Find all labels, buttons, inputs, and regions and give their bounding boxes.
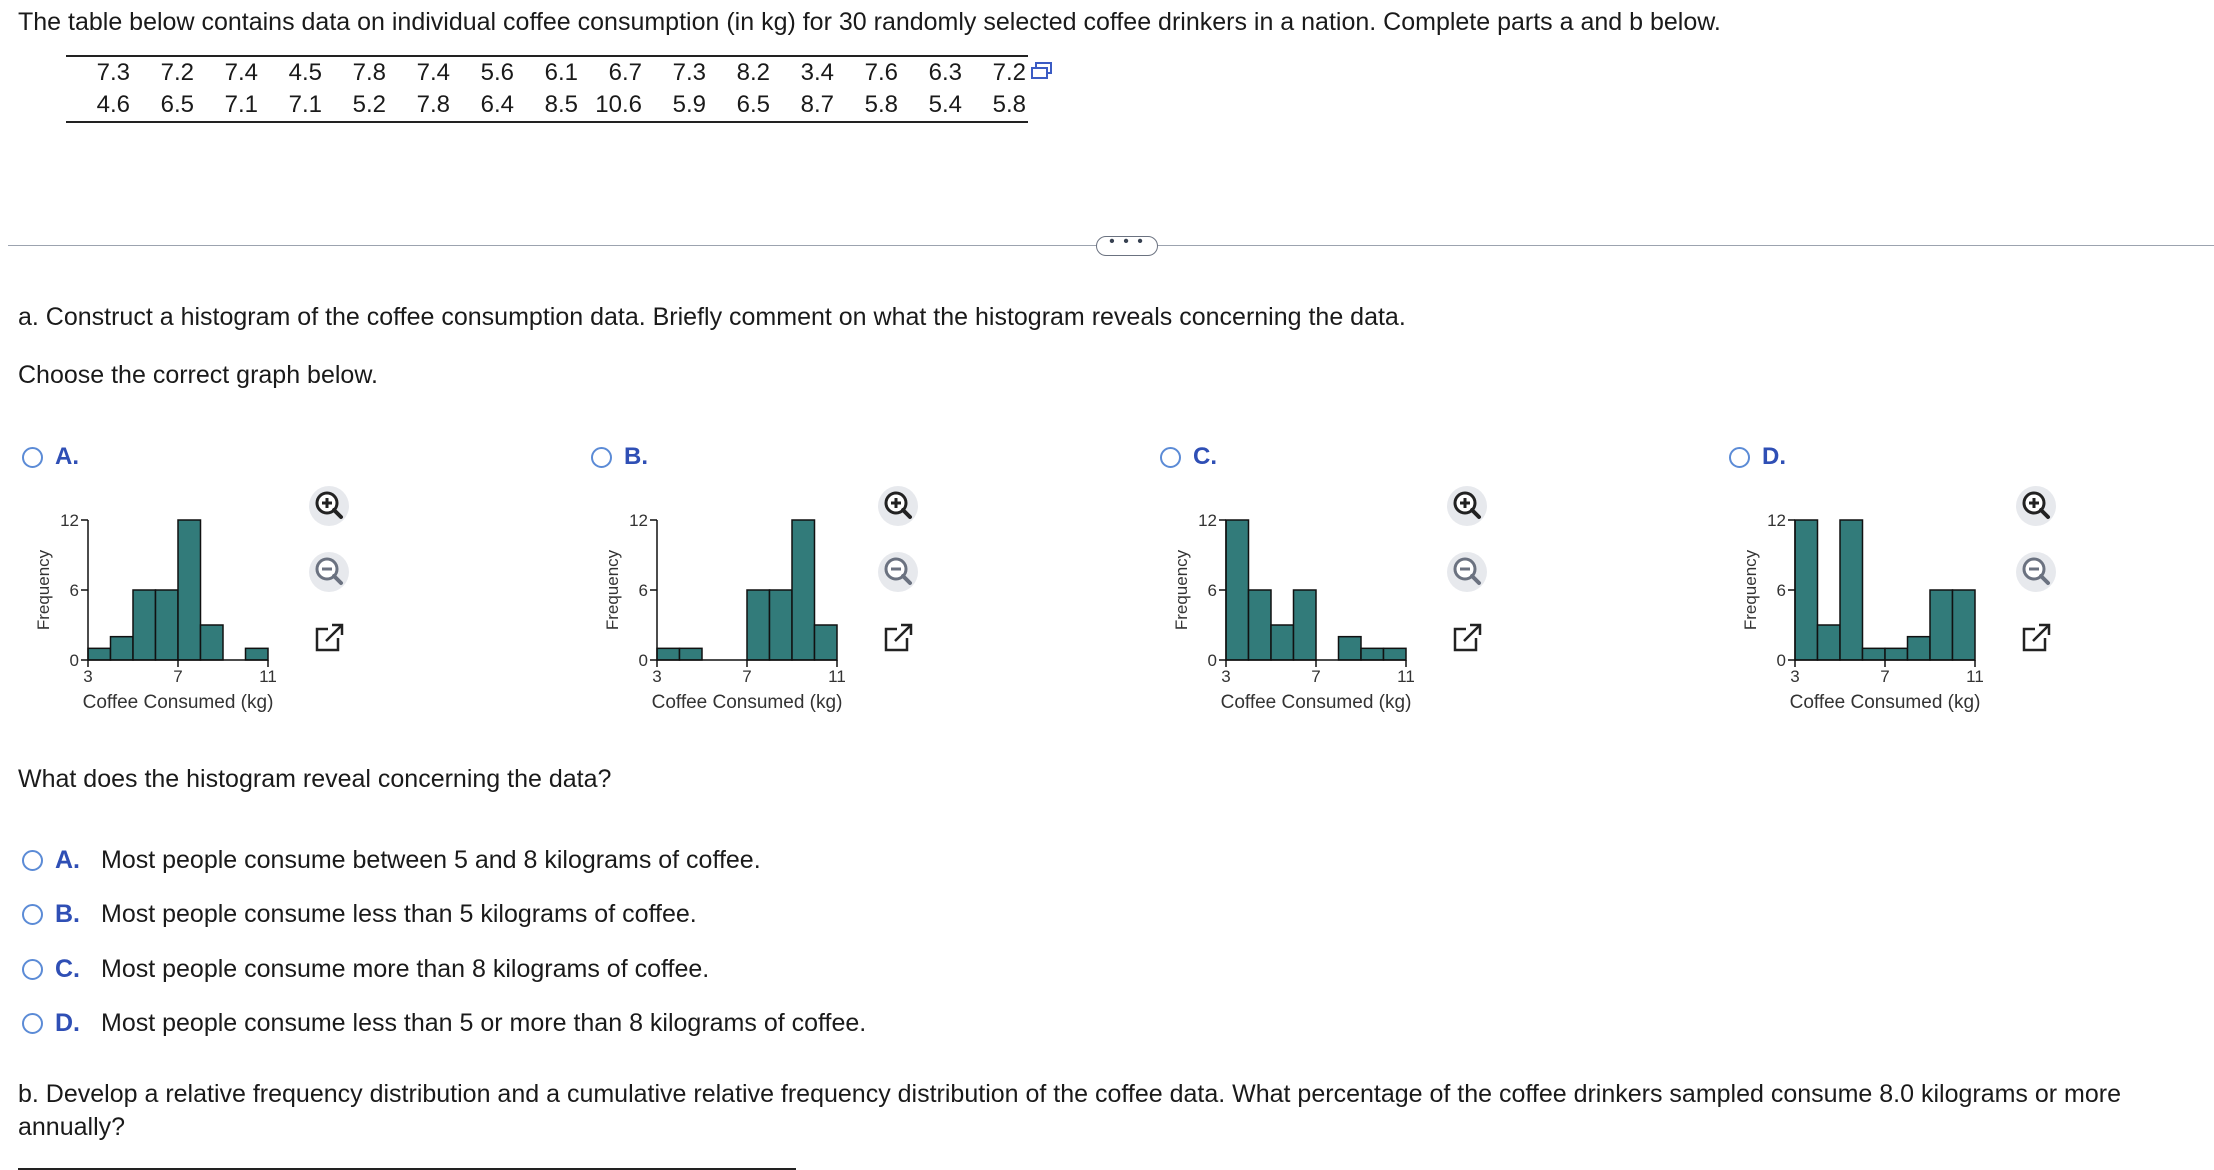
histogram-bar bbox=[246, 648, 269, 660]
y-tick-label: 12 bbox=[629, 511, 648, 530]
x-axis-label: Coffee Consumed (kg) bbox=[1789, 692, 1981, 713]
y-tick-label: 12 bbox=[60, 511, 79, 530]
table-cell: 7.4 bbox=[416, 59, 450, 86]
histogram-bar bbox=[1885, 648, 1908, 660]
zoom-in-icon[interactable] bbox=[1446, 485, 1488, 527]
histogram-bar bbox=[201, 625, 224, 660]
histogram-bar bbox=[1339, 637, 1362, 660]
histogram-bar bbox=[1271, 625, 1294, 660]
histogram-bar bbox=[88, 648, 111, 660]
x-tick-label: 7 bbox=[742, 667, 752, 686]
histogram-bar bbox=[156, 590, 179, 660]
table-cell: 6.3 bbox=[928, 59, 962, 86]
answer-option-a[interactable] bbox=[22, 846, 761, 875]
histogram-bar bbox=[111, 637, 134, 660]
option-label: C. bbox=[55, 955, 80, 983]
y-tick-label: 0 bbox=[69, 651, 79, 670]
table-cell: 6.4 bbox=[480, 91, 514, 118]
table-cell: 8.5 bbox=[544, 91, 578, 118]
answer-option-b[interactable] bbox=[22, 900, 697, 929]
histogram-bar bbox=[133, 590, 156, 660]
histogram-a bbox=[18, 495, 338, 755]
option-label: B. bbox=[55, 900, 80, 928]
external-link-icon[interactable] bbox=[2019, 622, 2053, 656]
histogram-bar bbox=[1908, 637, 1931, 660]
table-cell: 7.2 bbox=[992, 59, 1026, 86]
y-tick-label: 6 bbox=[1207, 581, 1217, 600]
table-row bbox=[66, 57, 1026, 89]
option-label: D. bbox=[55, 1009, 80, 1037]
histogram-bar bbox=[770, 590, 793, 660]
x-tick-label: 7 bbox=[173, 667, 183, 686]
histogram-bar bbox=[1249, 590, 1272, 660]
zoom-in-icon[interactable] bbox=[308, 485, 350, 527]
reveal-question: What does the histogram reveal concerning the data? bbox=[18, 765, 612, 793]
x-tick-label: 11 bbox=[1397, 667, 1415, 686]
y-axis-label: Frequency bbox=[34, 549, 53, 631]
x-tick-label: 7 bbox=[1880, 667, 1890, 686]
option-label: D. bbox=[1762, 443, 1786, 470]
option-text: Most people consume less than 5 kilograms of coffee. bbox=[101, 900, 697, 928]
x-axis-label: Coffee Consumed (kg) bbox=[1220, 692, 1412, 713]
histogram-bar bbox=[792, 520, 815, 660]
table-cell: 5.8 bbox=[864, 91, 898, 118]
option-label: A. bbox=[55, 846, 80, 874]
y-tick-label: 0 bbox=[638, 651, 648, 670]
y-axis-label: Frequency bbox=[1172, 549, 1191, 631]
table-row bbox=[66, 89, 1026, 121]
radio-button[interactable] bbox=[22, 904, 43, 925]
data-table bbox=[66, 55, 1028, 123]
option-text: Most people consume more than 8 kilograms of coffee. bbox=[101, 955, 710, 983]
x-tick-label: 11 bbox=[259, 667, 277, 686]
more-button[interactable]: • • • bbox=[1096, 236, 1158, 256]
table-cell: 10.6 bbox=[595, 91, 642, 118]
table-cell: 7.2 bbox=[160, 59, 194, 86]
y-tick-label: 12 bbox=[1767, 511, 1786, 530]
y-tick-label: 12 bbox=[1198, 511, 1217, 530]
table-cell: 7.8 bbox=[416, 91, 450, 118]
table-cell: 4.6 bbox=[96, 91, 130, 118]
table-cell: 6.5 bbox=[160, 91, 194, 118]
y-tick-label: 6 bbox=[638, 581, 648, 600]
histogram-bar bbox=[1384, 648, 1407, 660]
zoom-out-icon[interactable] bbox=[877, 551, 919, 593]
table-cell: 5.4 bbox=[928, 91, 962, 118]
histogram-bar bbox=[1361, 648, 1384, 660]
part-a-question: a. Construct a histogram of the coffee consumption data. Briefly comment on what the histogram reveals concerning the data. bbox=[18, 303, 1406, 331]
graph-option-d[interactable] bbox=[1729, 443, 1786, 471]
graph-option-c[interactable] bbox=[1160, 443, 1217, 471]
table-cell: 6.1 bbox=[544, 59, 578, 86]
histogram-bar bbox=[1818, 625, 1841, 660]
radio-button[interactable] bbox=[1729, 447, 1750, 468]
problem-statement: The table below contains data on individual coffee consumption (in kg) for 30 randomly selected coffee drinkers in a nation. Complete parts a and b below. bbox=[18, 8, 1721, 36]
table-cell: 5.8 bbox=[992, 91, 1026, 118]
histogram-bar bbox=[680, 648, 703, 660]
x-axis-label: Coffee Consumed (kg) bbox=[651, 692, 843, 713]
x-tick-label: 7 bbox=[1311, 667, 1321, 686]
histogram-bar bbox=[1930, 590, 1953, 660]
table-cell: 6.7 bbox=[608, 59, 642, 86]
option-label: B. bbox=[624, 443, 648, 470]
radio-button[interactable] bbox=[22, 447, 43, 468]
table-cell: 3.4 bbox=[800, 59, 834, 86]
external-link-icon[interactable] bbox=[881, 622, 915, 656]
radio-button[interactable] bbox=[22, 959, 43, 980]
histogram-bar bbox=[1863, 648, 1886, 660]
zoom-out-icon[interactable] bbox=[308, 551, 350, 593]
choose-prompt: Choose the correct graph below. bbox=[18, 361, 378, 389]
y-tick-label: 0 bbox=[1207, 651, 1217, 670]
table-cell: 7.8 bbox=[352, 59, 386, 86]
option-label: C. bbox=[1193, 443, 1217, 470]
graph-option-b[interactable] bbox=[591, 443, 648, 471]
option-text: Most people consume less than 5 or more than 8 kilograms of coffee. bbox=[101, 1009, 867, 1037]
zoom-in-icon[interactable] bbox=[877, 485, 919, 527]
external-link-icon[interactable] bbox=[1450, 622, 1484, 656]
y-tick-label: 0 bbox=[1776, 651, 1786, 670]
y-axis-label: Frequency bbox=[1741, 549, 1760, 631]
zoom-out-icon[interactable] bbox=[2015, 551, 2057, 593]
option-text: Most people consume between 5 and 8 kilograms of coffee. bbox=[101, 846, 761, 874]
zoom-in-icon[interactable] bbox=[2015, 485, 2057, 527]
histogram-bar bbox=[657, 648, 680, 660]
x-tick-label: 3 bbox=[652, 667, 662, 686]
x-tick-label: 11 bbox=[828, 667, 846, 686]
table-cell: 8.7 bbox=[800, 91, 834, 118]
table-cell: 5.6 bbox=[480, 59, 514, 86]
histogram-bar bbox=[1795, 520, 1818, 660]
copy-icon[interactable] bbox=[1031, 62, 1053, 80]
answer-option-c[interactable] bbox=[22, 955, 709, 984]
x-tick-label: 3 bbox=[1221, 667, 1231, 686]
option-label: A. bbox=[55, 443, 79, 470]
radio-button[interactable] bbox=[591, 447, 612, 468]
histogram-b bbox=[587, 495, 907, 755]
table-cell: 7.3 bbox=[96, 59, 130, 86]
radio-button[interactable] bbox=[1160, 447, 1181, 468]
y-axis-label: Frequency bbox=[603, 549, 622, 631]
histogram-bar bbox=[1840, 520, 1863, 660]
histogram-bar bbox=[1226, 520, 1249, 660]
x-tick-label: 11 bbox=[1966, 667, 1984, 686]
histogram-bar bbox=[178, 520, 201, 660]
table-cell: 7.6 bbox=[864, 59, 898, 86]
x-axis-label: Coffee Consumed (kg) bbox=[82, 692, 274, 713]
table-cell: 5.9 bbox=[672, 91, 706, 118]
table-cell: 4.5 bbox=[288, 59, 322, 86]
table-cell: 7.1 bbox=[288, 91, 322, 118]
radio-button[interactable] bbox=[22, 1013, 43, 1034]
table-cell: 5.2 bbox=[352, 91, 386, 118]
part-b-question: b. Develop a relative frequency distribution and a cumulative relative frequency distribution of the coffee data. What percentage of the coffee drinkers sampled consume 8.0 kilograms or more annually? bbox=[18, 1080, 2122, 1141]
histogram-d bbox=[1725, 495, 2045, 755]
histogram-bar bbox=[815, 625, 838, 660]
x-tick-label: 3 bbox=[83, 667, 93, 686]
radio-button[interactable] bbox=[22, 850, 43, 871]
histogram-bar bbox=[1294, 590, 1317, 660]
histogram-bar bbox=[747, 590, 770, 660]
external-link-icon[interactable] bbox=[312, 622, 346, 656]
zoom-out-icon[interactable] bbox=[1446, 551, 1488, 593]
table-cell: 8.2 bbox=[736, 59, 770, 86]
table-cell: 7.1 bbox=[224, 91, 258, 118]
x-tick-label: 3 bbox=[1790, 667, 1800, 686]
graph-option-a[interactable] bbox=[22, 443, 79, 471]
answer-option-d[interactable] bbox=[22, 1009, 866, 1038]
table-cell: 6.5 bbox=[736, 91, 770, 118]
y-tick-label: 6 bbox=[1776, 581, 1786, 600]
y-tick-label: 6 bbox=[69, 581, 79, 600]
histogram-c bbox=[1156, 495, 1476, 755]
table-cell: 7.3 bbox=[672, 59, 706, 86]
table-cell: 7.4 bbox=[224, 59, 258, 86]
histogram-bar bbox=[1953, 590, 1976, 660]
